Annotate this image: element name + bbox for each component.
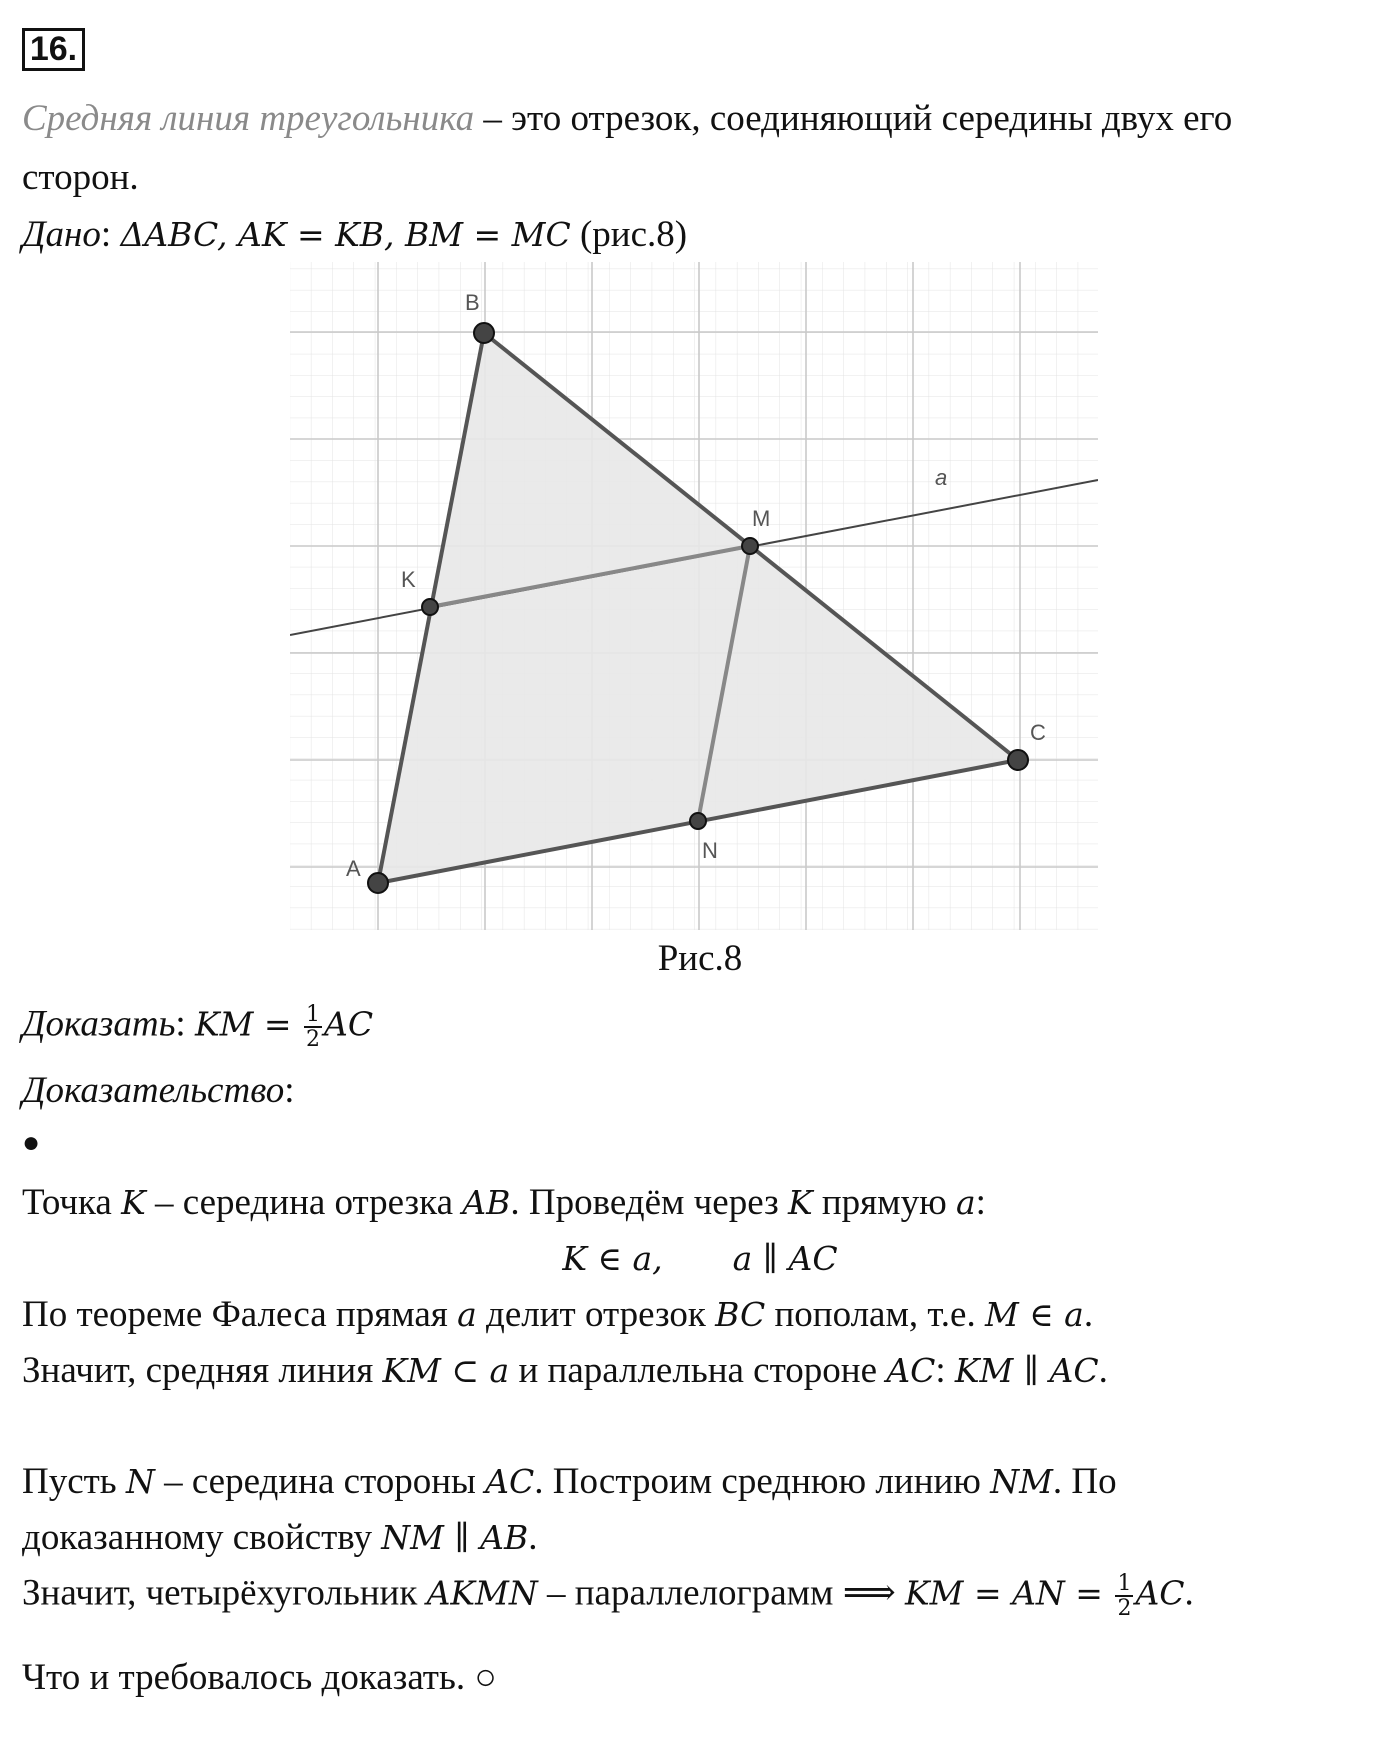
step-math: BC [715, 1295, 766, 1334]
definition-term: Средняя линия треугольника [22, 98, 475, 139]
step-text: делит отрезок [476, 1294, 716, 1335]
point-c-marker [1008, 750, 1028, 770]
step-text: : [975, 1182, 986, 1223]
step-text: . Построим среднюю линию [534, 1461, 991, 1502]
step-math: K [787, 1183, 813, 1222]
step-math: a [955, 1183, 976, 1222]
step-math: AB [462, 1183, 511, 1222]
step-math: NM ∥ AB [381, 1518, 529, 1557]
figure-caption: Рис.8 [657, 938, 743, 979]
step-7 [22, 1572, 1194, 1620]
label-b: B [465, 290, 480, 315]
proof-colon: : [284, 1070, 295, 1111]
step-math: AC [485, 1462, 535, 1501]
definition-line-2 [22, 157, 139, 200]
step-math: K ∈ a, [562, 1239, 663, 1278]
step-8 [22, 1657, 497, 1700]
step-text: . [528, 1517, 538, 1558]
step-text: – параллелограмм ⟹ [537, 1572, 906, 1614]
step-text: доказанному свойству [22, 1517, 382, 1558]
step-math: KM ∥ AC [954, 1351, 1099, 1390]
label-n: N [702, 838, 718, 863]
prove-fraction [304, 1003, 322, 1051]
prove-colon: : [175, 1003, 195, 1045]
step-7-fraction [1115, 1572, 1133, 1620]
step-text: Что и требовалось доказать. [22, 1657, 466, 1698]
step-4 [22, 1350, 1108, 1393]
step-math: N [125, 1462, 155, 1501]
step-math: AC [1135, 1573, 1185, 1613]
proof-line [22, 1070, 295, 1113]
prove-line [22, 1003, 373, 1051]
definition-text-2: сторон. [22, 157, 139, 198]
step-math: K [121, 1183, 146, 1222]
triangle-figure [290, 262, 1098, 930]
step-text: Значит, средняя линия [22, 1350, 383, 1391]
step-3 [22, 1294, 1093, 1337]
definition-line-1 [22, 98, 1232, 141]
step-math: KM = AN = [905, 1573, 1114, 1613]
step-text: Пусть [22, 1461, 126, 1502]
step-text: По теореме Фалеса прямая [22, 1294, 458, 1335]
step-6 [22, 1517, 538, 1560]
step-math: a [457, 1295, 477, 1334]
step-text: пополам, т.е. [765, 1294, 985, 1335]
given-label: Дано [22, 214, 101, 255]
step-text: прямую [812, 1182, 956, 1223]
label-a: A [346, 856, 361, 881]
prove-math-right: AC [324, 1004, 374, 1044]
step-text: . [1184, 1572, 1194, 1614]
point-m-marker [742, 538, 758, 554]
prove-frac-num: 1 [306, 1002, 321, 1027]
prove-math-left: KM = [194, 1004, 303, 1044]
step-math: a ∥ AC [732, 1239, 838, 1278]
step-text: . Проведём через [510, 1182, 788, 1223]
label-c: C [1030, 720, 1046, 745]
step-text: Значит, четырёхугольник [22, 1572, 427, 1614]
step-text: Точка [22, 1182, 122, 1223]
label-line-a: a [935, 465, 948, 490]
bullet: ● [22, 1126, 41, 1159]
step-1 [22, 1182, 986, 1225]
given-math: ΔABC, AK = KB, BM = MC [120, 215, 571, 254]
step-math: NM [990, 1462, 1053, 1501]
step-text: – середина отрезка [145, 1182, 463, 1223]
step-math: AC [886, 1351, 936, 1390]
point-n-marker [690, 813, 706, 829]
step-text: и параллельна стороне [509, 1350, 887, 1391]
definition-text: – это отрезок, соединяющий середины двух его [474, 98, 1233, 139]
given-colon: : [100, 214, 121, 255]
step-math: M ∈ a [984, 1295, 1084, 1334]
step-frac-num: 1 [1117, 1571, 1132, 1596]
end-of-proof-mark: ○ [465, 1657, 497, 1698]
proof-label: Доказательство [22, 1070, 285, 1111]
step-math: AKMN [426, 1573, 538, 1613]
step-frac-den: 2 [1117, 1596, 1132, 1622]
step-text: . [1098, 1350, 1108, 1391]
step-2 [0, 1238, 1400, 1281]
step-text: . [1083, 1294, 1094, 1335]
step-text: – середина стороны [154, 1461, 486, 1502]
prove-label: Доказать [22, 1003, 176, 1045]
label-m: M [752, 506, 771, 531]
point-a-marker [368, 873, 388, 893]
point-k-marker [422, 599, 438, 615]
problem-number: 16. [22, 28, 85, 71]
given-line [22, 214, 687, 257]
step-math: KM ⊂ a [382, 1351, 510, 1390]
label-k: K [401, 567, 416, 592]
step-5 [22, 1461, 1117, 1504]
step-text: : [935, 1350, 955, 1391]
given-ref: (рис.8) [570, 214, 688, 255]
point-b-marker [474, 323, 494, 343]
prove-frac-den: 2 [306, 1027, 321, 1053]
step-text: . По [1052, 1461, 1117, 1502]
